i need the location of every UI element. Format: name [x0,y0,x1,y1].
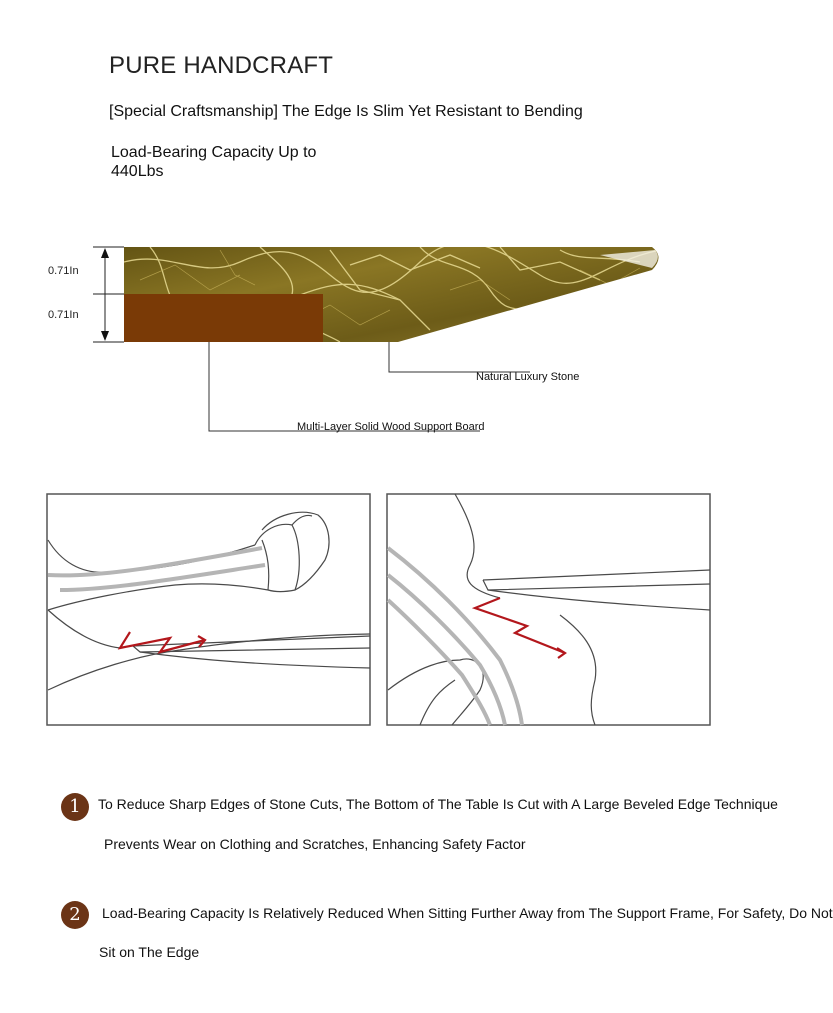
wood-board [124,294,323,342]
illustration-panel-left [47,494,370,725]
note-2-line-2: Sit on The Edge [99,944,200,960]
stone-label: Natural Luxury Stone [476,371,580,383]
wood-label: Multi-Layer Solid Wood Support Board [297,421,485,433]
illustration-panel-right [387,494,710,725]
dimension-markers [93,247,124,342]
subtitle: [Special Craftsmanship] The Edge Is Slim Yet Resistant to Bending [109,103,583,120]
note-1-line-1: To Reduce Sharp Edges of Stone Cuts, The Bottom of The Table Is Cut with A Large Beveled Edge Technique [98,796,778,812]
note-number-1: 1 [61,793,89,821]
bottom-dimension-label: 0.71In [48,309,79,321]
note-2-line-1: Load-Bearing Capacity Is Relatively Reduced When Sitting Further Away from The Support Frame, For Safety, Do Not [102,905,833,921]
note-1-line-2: Prevents Wear on Clothing and Scratches, Enhancing Safety Factor [104,836,526,852]
page-title: PURE HANDCRAFT [109,52,334,79]
note-number-2: 2 [61,901,89,929]
callout-leaders [209,342,530,431]
capacity-text: Load-Bearing Capacity Up to 440Lbs [111,144,317,180]
top-dimension-label: 0.71In [48,265,79,277]
